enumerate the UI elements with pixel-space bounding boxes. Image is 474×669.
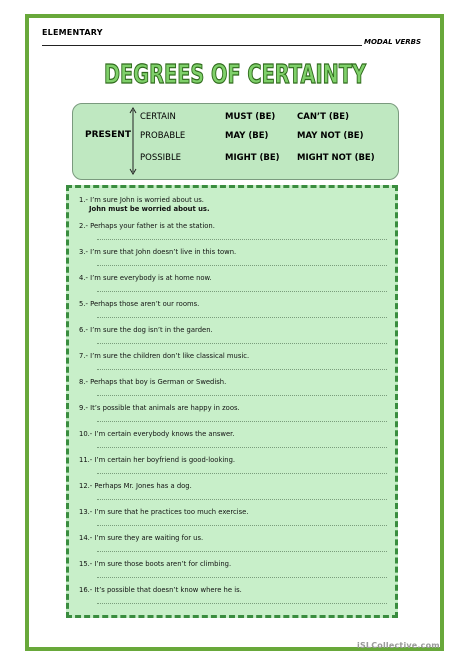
exercise-item xyxy=(79,482,192,490)
exercise-item xyxy=(79,430,235,438)
exercise-item xyxy=(79,378,226,386)
answer-line[interactable] xyxy=(97,473,387,474)
answer-line[interactable] xyxy=(97,447,387,448)
exercise-item xyxy=(79,404,240,412)
answer-line[interactable] xyxy=(97,421,387,422)
exercise-sentence: 16.- It’s possible that doesn’t know where he is. xyxy=(79,586,242,594)
page-title xyxy=(100,55,370,91)
site-credit: iSLCollective.com xyxy=(357,641,440,650)
double-arrow-icon xyxy=(128,107,138,175)
answer-line[interactable] xyxy=(97,525,387,526)
exercise-item xyxy=(79,222,215,230)
answer-line[interactable] xyxy=(97,577,387,578)
exercise-item xyxy=(79,274,212,282)
page-title-text: DEGREES OF CERTAINTY xyxy=(104,60,367,90)
answer-line[interactable] xyxy=(97,551,387,552)
exercise-item xyxy=(79,352,249,360)
level-label: ELEMENTARY xyxy=(42,28,103,37)
exercise-item xyxy=(79,508,249,516)
exercise-item xyxy=(79,326,213,334)
page-title-graphic xyxy=(100,55,370,91)
modal-negative-certain: CAN’T (BE) xyxy=(297,112,349,122)
modal-positive-certain: MUST (BE) xyxy=(225,112,276,122)
exercise-sentence: 3.- I’m sure that John doesn’t live in this town. xyxy=(79,248,237,256)
degree-possible: POSSIBLE xyxy=(140,153,182,163)
exercise-sentence: 12.- Perhaps Mr. Jones has a dog. xyxy=(79,482,192,490)
exercise-sentence: 15.- I’m sure those boots aren’t for climbing. xyxy=(79,560,232,568)
answer-line[interactable] xyxy=(97,317,387,318)
exercise-sentence: 1.- I’m sure John is worried about us. xyxy=(79,196,204,204)
exercise-box xyxy=(66,185,398,618)
exercise-sentence: 14.- I’m sure they are waiting for us. xyxy=(79,534,204,542)
modal-summary-panel xyxy=(72,103,399,180)
exercise-item xyxy=(79,196,210,213)
exercise-sentence: 6.- I’m sure the dog isn’t in the garden. xyxy=(79,326,213,334)
answer-line[interactable] xyxy=(97,343,387,344)
answer-line[interactable] xyxy=(97,291,387,292)
modal-negative-probable: MAY NOT (BE) xyxy=(297,131,364,141)
answer-line[interactable] xyxy=(97,603,387,604)
exercise-item xyxy=(79,560,231,568)
topic-label: MODAL VERBS xyxy=(364,38,422,46)
exercise-sentence: 13.- I’m sure that he practices too much exercise. xyxy=(79,508,249,516)
exercise-sentence: 11.- I’m certain her boyfriend is good-looking. xyxy=(79,456,236,464)
exercise-item xyxy=(79,300,199,308)
exercise-item xyxy=(79,534,203,542)
exercise-sentence: 7.- I’m sure the children don’t like classical music. xyxy=(79,352,250,360)
exercise-sentence: 10.- I’m certain everybody knows the answer. xyxy=(79,430,235,438)
answer-line[interactable] xyxy=(97,395,387,396)
modal-positive-probable: MAY (BE) xyxy=(225,131,269,141)
exercise-item xyxy=(79,456,235,464)
answer-line[interactable] xyxy=(97,499,387,500)
exercise-sentence: 2.- Perhaps your father is at the station. xyxy=(79,222,215,230)
exercise-sentence: 5.- Perhaps those aren’t our rooms. xyxy=(79,300,200,308)
exercise-sentence: 4.- I’m sure everybody is at home now. xyxy=(79,274,212,282)
degree-probable: PROBABLE xyxy=(140,131,186,141)
exercise-item xyxy=(79,248,236,256)
example-answer: John must be worried about us. xyxy=(89,205,210,213)
answer-line[interactable] xyxy=(97,369,387,370)
exercise-item xyxy=(79,586,242,594)
exercise-sentence: 9.- It’s possible that animals are happy in zoos. xyxy=(79,404,240,412)
exercise-sentence: 8.- Perhaps that boy is German or Swedish. xyxy=(79,378,227,386)
header-rule xyxy=(42,45,362,46)
answer-line[interactable] xyxy=(97,239,387,240)
modal-negative-possible: MIGHT NOT (BE) xyxy=(297,153,375,163)
present-label: PRESENT xyxy=(85,130,131,140)
degree-certain: CERTAIN xyxy=(140,112,176,122)
modal-positive-possible: MIGHT (BE) xyxy=(225,153,280,163)
answer-line[interactable] xyxy=(97,265,387,266)
